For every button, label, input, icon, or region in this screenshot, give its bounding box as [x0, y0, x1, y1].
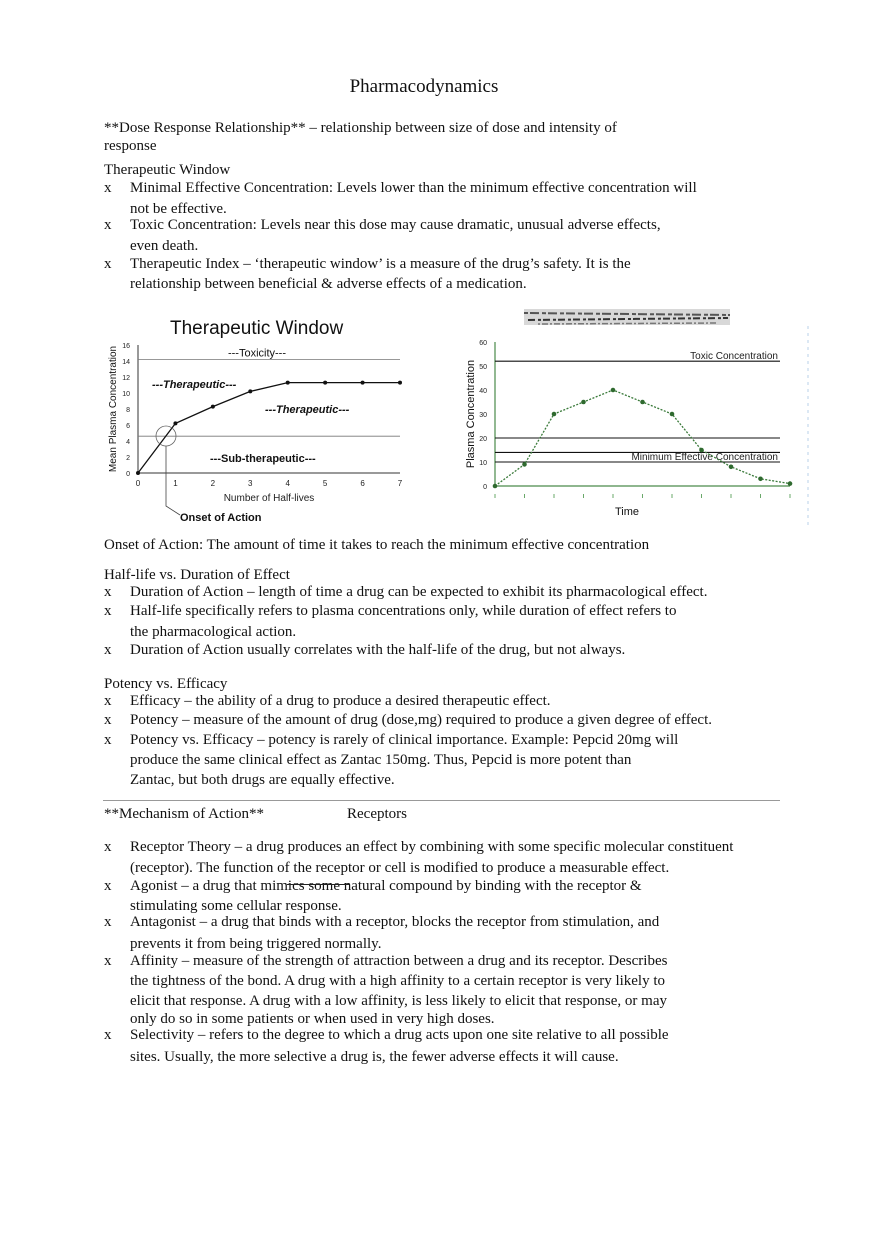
list-item-text: even death. [130, 238, 199, 254]
list-item-text: sites. Usually, the more selective a drug is, the fewer adverse effects it will cause. [130, 1049, 619, 1065]
data-point [788, 481, 793, 486]
onset-definition: Onset of Action: The amount of time it takes to reach the minimum effective concentration [104, 537, 650, 553]
bullet-marker: x [104, 642, 112, 658]
data-point [581, 400, 586, 405]
list-item-text: the pharmacological action. [130, 624, 297, 640]
y-tick-label: 6 [126, 423, 130, 430]
section-divider [103, 800, 780, 801]
receptors-subheading: Receptors [347, 806, 407, 822]
list-item-text: Antagonist – a drug that binds with a receptor, blocks the receptor from stimulation, and [130, 914, 660, 930]
therapeutic-window-chart [100, 310, 420, 530]
bullet-marker: x [104, 256, 112, 272]
list-item-text: Agonist – a drug that mimics some natural compound by binding with the receptor & [130, 878, 642, 894]
chart-title: Therapeutic Window [170, 318, 344, 339]
list-item-text: Duration of Action usually correlates with the half-life of the drug, but not always. [130, 642, 626, 658]
bullet-marker: x [104, 878, 112, 894]
y-tick-label: 20 [479, 436, 487, 443]
list-item-text: Efficacy – the ability of a drug to produce a desired therapeutic effect. [130, 693, 551, 709]
data-point [173, 421, 177, 425]
y-tick-label: 50 [479, 364, 487, 371]
x-tick-label: 1 [173, 479, 178, 488]
list-item-text: Zantac, but both drugs are equally effective. [130, 772, 395, 788]
chart-annotation-sub-therapeutic: ---Sub-therapeutic--- [210, 453, 316, 465]
data-point [286, 381, 290, 385]
list-item-text: Therapeutic Index – ‘therapeutic window’ is a measure of the drug’s safety. It is the [130, 256, 631, 272]
list-item-text: Toxic Concentration: Levels near this dose may cause dramatic, unusual adverse effects, [130, 217, 661, 233]
handwritten-underline [287, 884, 349, 885]
list-item-text: the tightness of the bond. A drug with a high affinity to a certain receptor is very likely to [130, 973, 666, 989]
y-tick-label: 8 [126, 407, 130, 414]
y-tick-label: 16 [122, 343, 130, 350]
x-tick-label: 7 [397, 479, 403, 488]
x-tick-label: 2 [210, 479, 216, 488]
list-item-text: Minimal Effective Concentration: Levels lower than the minimum effective concentration will [130, 180, 697, 196]
chart-axes [495, 342, 790, 486]
bullet-marker: x [104, 953, 112, 969]
dose-response-line-2: response [104, 138, 157, 154]
y-tick-label: 4 [126, 439, 130, 446]
y-tick-label: 12 [122, 375, 130, 382]
chart-x-axis-label: Number of Half-lives [223, 493, 315, 504]
chart-annotation-onset: Onset of Action [180, 512, 262, 524]
list-item-text: elicit that response. A drug with a low affinity, is less likely to elicit that response, or may [130, 993, 667, 1009]
bullet-marker: x [104, 693, 112, 709]
bullet-marker: x [104, 712, 112, 728]
list-item-text: only do so in some patients or when used in very high doses. [130, 1011, 495, 1027]
dose-response-line-1: **Dose Response Relationship** – relationship between size of dose and intensity of [104, 120, 617, 136]
data-point [758, 477, 763, 482]
chart-y-axis-label: Mean Plasma Concentration [108, 345, 119, 473]
y-tick-label: 0 [126, 471, 130, 478]
y-tick-label: 10 [122, 391, 130, 398]
chart-annotation-therapeutic-2: ---Therapeutic--- [265, 404, 350, 416]
list-item-text: relationship between beneficial & adverse effects of a medication. [130, 276, 527, 292]
bullet-marker: x [104, 1027, 112, 1043]
bullet-marker: x [104, 839, 112, 855]
list-item-text: Selectivity – refers to the degree to which a drug acts upon one site relative to all possible [130, 1027, 669, 1043]
list-item-text: Affinity – measure of the strength of attraction between a drug and its receptor. Describes [130, 953, 668, 969]
bullet-marker: x [104, 732, 112, 748]
bullet-marker: x [104, 603, 112, 619]
data-point [522, 462, 527, 467]
bullet-marker: x [104, 217, 112, 233]
data-point [699, 448, 704, 453]
list-item-text: Potency vs. Efficacy – potency is rarely of clinical importance. Example: Pepcid 20mg will [130, 732, 679, 748]
data-point [323, 381, 327, 385]
mechanism-heading: **Mechanism of Action** [104, 806, 264, 822]
reference-line-label: ---Toxicity--- [227, 347, 287, 360]
reference-line-label: Toxic Concentration [690, 351, 778, 363]
data-point [552, 412, 557, 417]
list-item-text: stimulating some cellular response. [130, 898, 342, 914]
plasma-concentration-chart [458, 306, 810, 528]
data-point [640, 400, 645, 405]
chart-x-axis-label: Time [614, 506, 640, 518]
x-tick-label: 5 [322, 479, 328, 488]
y-tick-label: 0 [483, 484, 487, 491]
data-point [211, 405, 215, 409]
data-point [670, 412, 675, 417]
reference-line-label: Minimum Effective Concentration [631, 452, 778, 463]
data-point [729, 465, 734, 470]
therapeutic-window-heading: Therapeutic Window [104, 162, 231, 178]
bullet-marker: x [104, 180, 112, 196]
y-tick-label: 30 [479, 412, 487, 419]
y-tick-label: 60 [479, 340, 487, 347]
list-item-text: Duration of Action – length of time a drug can be expected to exhibit its pharmacological effect. [130, 584, 708, 600]
y-tick-label: 14 [122, 359, 130, 366]
list-item-text: Half-life specifically refers to plasma concentrations only, while duration of effect refers to [130, 603, 677, 619]
x-tick-label: 6 [360, 479, 365, 488]
page-title: Pharmacodynamics [349, 76, 499, 97]
bullet-marker: x [104, 584, 112, 600]
list-item-text: not be effective. [130, 201, 227, 217]
list-item-text: Receptor Theory – a drug produces an effect by combining with some specific molecular constituent [130, 839, 734, 855]
potency-heading: Potency vs. Efficacy [104, 676, 228, 692]
x-tick-label: 3 [248, 479, 253, 488]
y-tick-label: 40 [479, 388, 487, 395]
list-item-text: produce the same clinical effect as Zantac 150mg. Thus, Pepcid is more potent than [130, 752, 632, 768]
data-point [361, 381, 365, 385]
x-tick-label: 4 [285, 479, 290, 488]
data-point [493, 484, 498, 489]
y-tick-label: 2 [126, 455, 130, 462]
list-item-text: Potency – measure of the amount of drug (dose,mg) required to produce a given degree of effect. [130, 712, 713, 728]
data-point [248, 389, 252, 393]
y-tick-label: 10 [479, 460, 487, 467]
list-item-text: prevents it from being triggered normally. [130, 936, 382, 952]
scrambled-header-graphic [524, 309, 730, 325]
data-point [611, 388, 616, 393]
list-item-text: (receptor). The function of the receptor or cell is modified to produce a measurable effect. [130, 860, 670, 876]
data-point [136, 471, 140, 475]
chart-annotation-therapeutic-1: ---Therapeutic--- [152, 379, 237, 391]
x-tick-label: 0 [135, 479, 141, 488]
half-life-heading: Half-life vs. Duration of Effect [104, 567, 290, 583]
data-point [398, 381, 402, 385]
bullet-marker: x [104, 914, 112, 930]
chart-y-axis-label: Plasma Concentration [465, 359, 477, 469]
